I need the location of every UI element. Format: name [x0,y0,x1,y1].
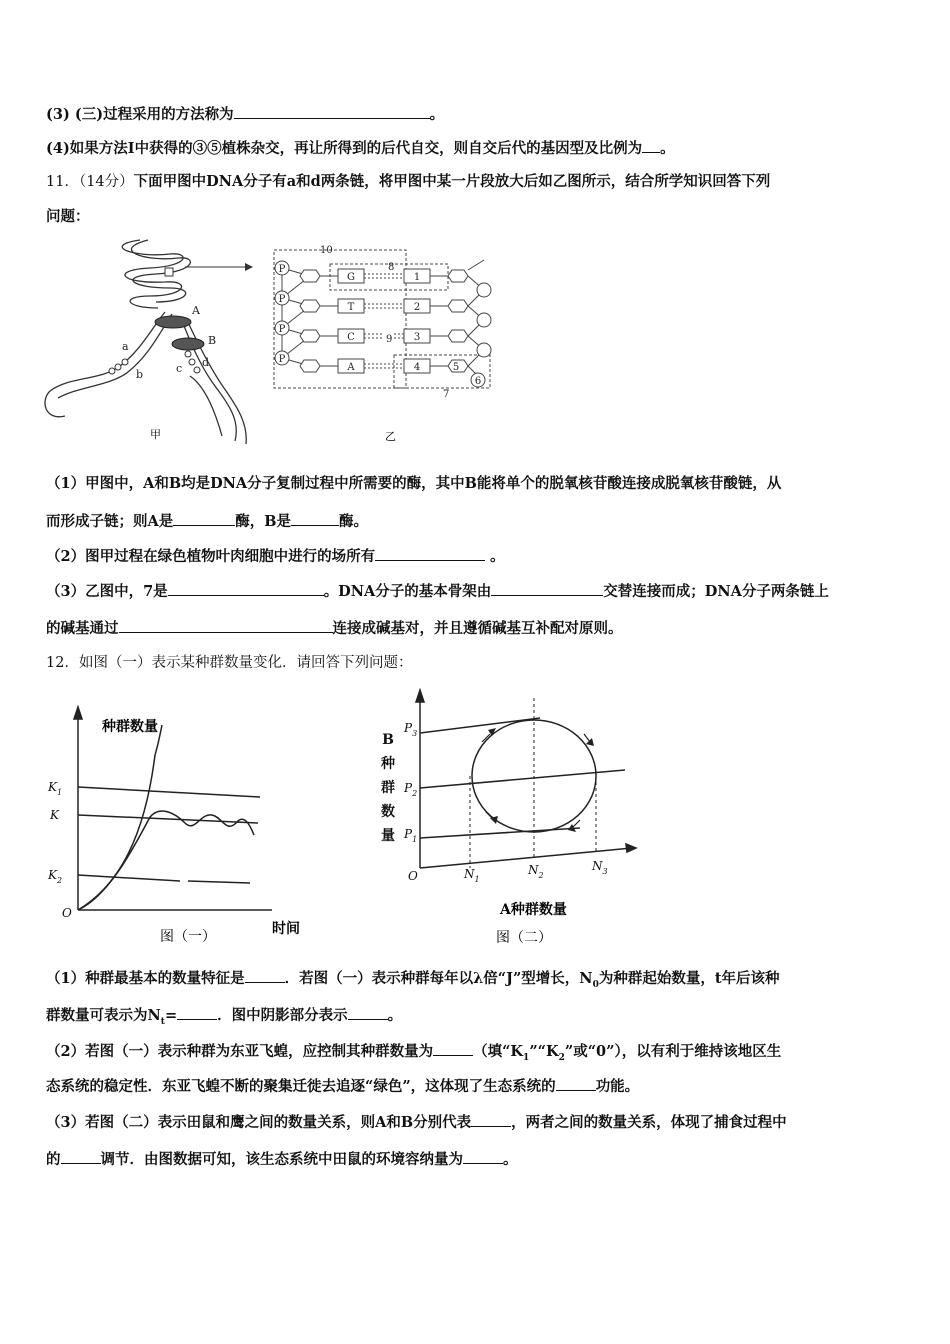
answer-blank [234,104,430,119]
q11-part2: （2）图甲过程在绿色植物叶肉细胞中进行的场所有 。 [46,548,505,565]
q11-stem-line1: 11．（14分）下面甲图中DNA分子有a和d两条链，将甲图中某一片段放大后如乙图所示，结合所学知识回答下列 [46,173,771,190]
q11-part3-line2: 的碱基通过 连接成碱基对，并且遵循碱基互补配对原则。 [46,620,623,637]
fig2-caption: 图（二） [496,930,552,946]
svg-text:量: 量 [381,828,395,844]
enzyme-b-disc [172,338,204,350]
label-d: d [202,356,210,369]
answer-blank [348,1005,388,1020]
svg-text:6: 6 [474,376,482,387]
svg-text:O: O [408,869,418,883]
q12-stem: 12．如图（一）表示某种群数量变化．请回答下列问题： [46,655,413,671]
answer-blank [173,511,235,526]
figure-jia [40,236,260,446]
figure-2-predator-prey [370,688,650,956]
svg-text:N2: $N_2$ [528,863,544,880]
caption-yi: 乙 [385,430,396,443]
answer-blank [61,1149,101,1164]
svg-text:种: 种 [381,756,395,772]
label-b: b [136,368,144,381]
answer-blank [491,581,603,596]
svg-text:A: A [347,362,355,373]
p2-line [420,770,625,788]
svg-text:4: 4 [413,362,421,373]
q12-part1-line1: （1）种群最基本的数量特征是 ．若图（一）表示种群每年以λ倍“J”型增长，$N_0$为种群起始数量，t年后该种 [46,970,780,990]
label-a: a [122,340,129,353]
answer-blank [471,1112,511,1127]
enzyme-a-disc [155,316,191,328]
fig1-xlabel: 时间 [272,921,300,937]
q11-part1-line1: （1）甲图中，A和B均是DNA分子复制过程中所需要的酶，其中B能将单个的脱氧核苷酸连接成脱氧核苷酸链，从 [46,475,782,492]
svg-text:B: B [382,732,394,748]
svg-text:P: P [278,354,286,365]
svg-text:数: 数 [381,804,395,820]
svg-text:N1: $N_1$ [464,867,480,884]
answer-blank [168,581,324,596]
svg-text:P: P [278,264,286,275]
svg-text:8: 8 [388,262,395,273]
strand-a [45,312,165,417]
q10-line4: (4)如果方法Ⅰ中获得的③⑤植株杂交，再让所得到的后代自交，则自交后代的基因型及比例为 。 [46,140,675,157]
svg-text:P: P [278,294,286,305]
svg-text:1: 1 [413,272,421,283]
svg-text:O: O [62,906,72,920]
svg-text:P: P [278,324,286,335]
svg-text:K1: $K_1$ [48,780,63,797]
k1-line [78,787,260,797]
q12-part3-line1: （3）若图（二）表示田鼠和鹰之间的数量关系，则A和B分别代表 ，两者之间的数量关系，体现了捕食过程中 [46,1114,787,1131]
answer-blank [642,138,660,153]
svg-text:9: 9 [386,334,393,345]
answer-blank [119,618,333,633]
answer-blank [375,546,485,561]
s-curve [78,811,254,910]
q12-part3-line2: 的 调节．由图数据可知，该生态系统中田鼠的环境容纳量为 。 [46,1151,518,1168]
q12-part1-line2: 群数量可表示为$N_t=$ ．图中阴影部分表示 。 [46,1007,403,1027]
caption-jia: 甲 [150,428,161,441]
svg-text:群: 群 [381,780,395,796]
fig2-xlabel: A种群数量 [500,902,567,918]
label-B: B [208,334,217,347]
svg-text:G: G [347,272,355,283]
svg-text:7: 7 [443,389,450,400]
k2-line [78,875,180,881]
p1-line [420,828,580,838]
q11-part1-line2: 而形成子链；则A是 酶，B是 酶。 [46,513,369,530]
figure-yi [270,240,500,445]
fig1-ylabel: 种群数量 [102,719,158,735]
answer-blank [177,1005,217,1020]
answer-blank [245,968,285,983]
svg-text:T: T [347,302,355,313]
label-c: c [176,362,183,375]
svg-text:K2: $K_2$ [48,868,63,885]
svg-text:C: C [347,332,355,343]
svg-text:2: 2 [413,302,421,313]
svg-text:P1: $P_1$ [404,827,418,844]
q11-stem-line2: 问题： [46,208,90,225]
q12-part2-line2: 态系统的稳定性．东亚飞蝗不断的聚集迁徙去追逐“绿色”，这体现了生态系统的 功能。 [46,1078,640,1095]
svg-text:5: 5 [452,362,460,373]
svg-text:P2: $P_2$ [404,781,418,798]
q12-part2-line1: （2）若图（一）表示种群为东亚飞蝗，应控制其种群数量为 （填“$K_1”“K_2$”或“0”），以有利于维持该地区生 [46,1043,782,1063]
q11-part3-line1: （3）乙图中，7是 。DNA分子的基本骨架由 交替连接而成；DNA分子两条链上 [46,583,829,600]
svg-text:P3: $P_3$ [404,721,418,738]
figure-1-population [40,705,330,955]
svg-text:K: K [50,808,59,822]
svg-text:10: 10 [320,245,333,256]
k-line [78,815,258,823]
answer-blank [291,511,339,526]
label-A: A [192,304,200,317]
answer-blank [556,1076,596,1091]
svg-text:3: 3 [413,332,421,343]
j-curve [78,755,155,910]
fig1-caption: 图（一） [160,929,216,945]
answer-blank [463,1149,503,1164]
q10-line3: (3) (三)过程采用的方法称为 。 [46,106,445,123]
answer-blank [433,1041,473,1056]
svg-text:N3: $N_3$ [592,859,608,876]
